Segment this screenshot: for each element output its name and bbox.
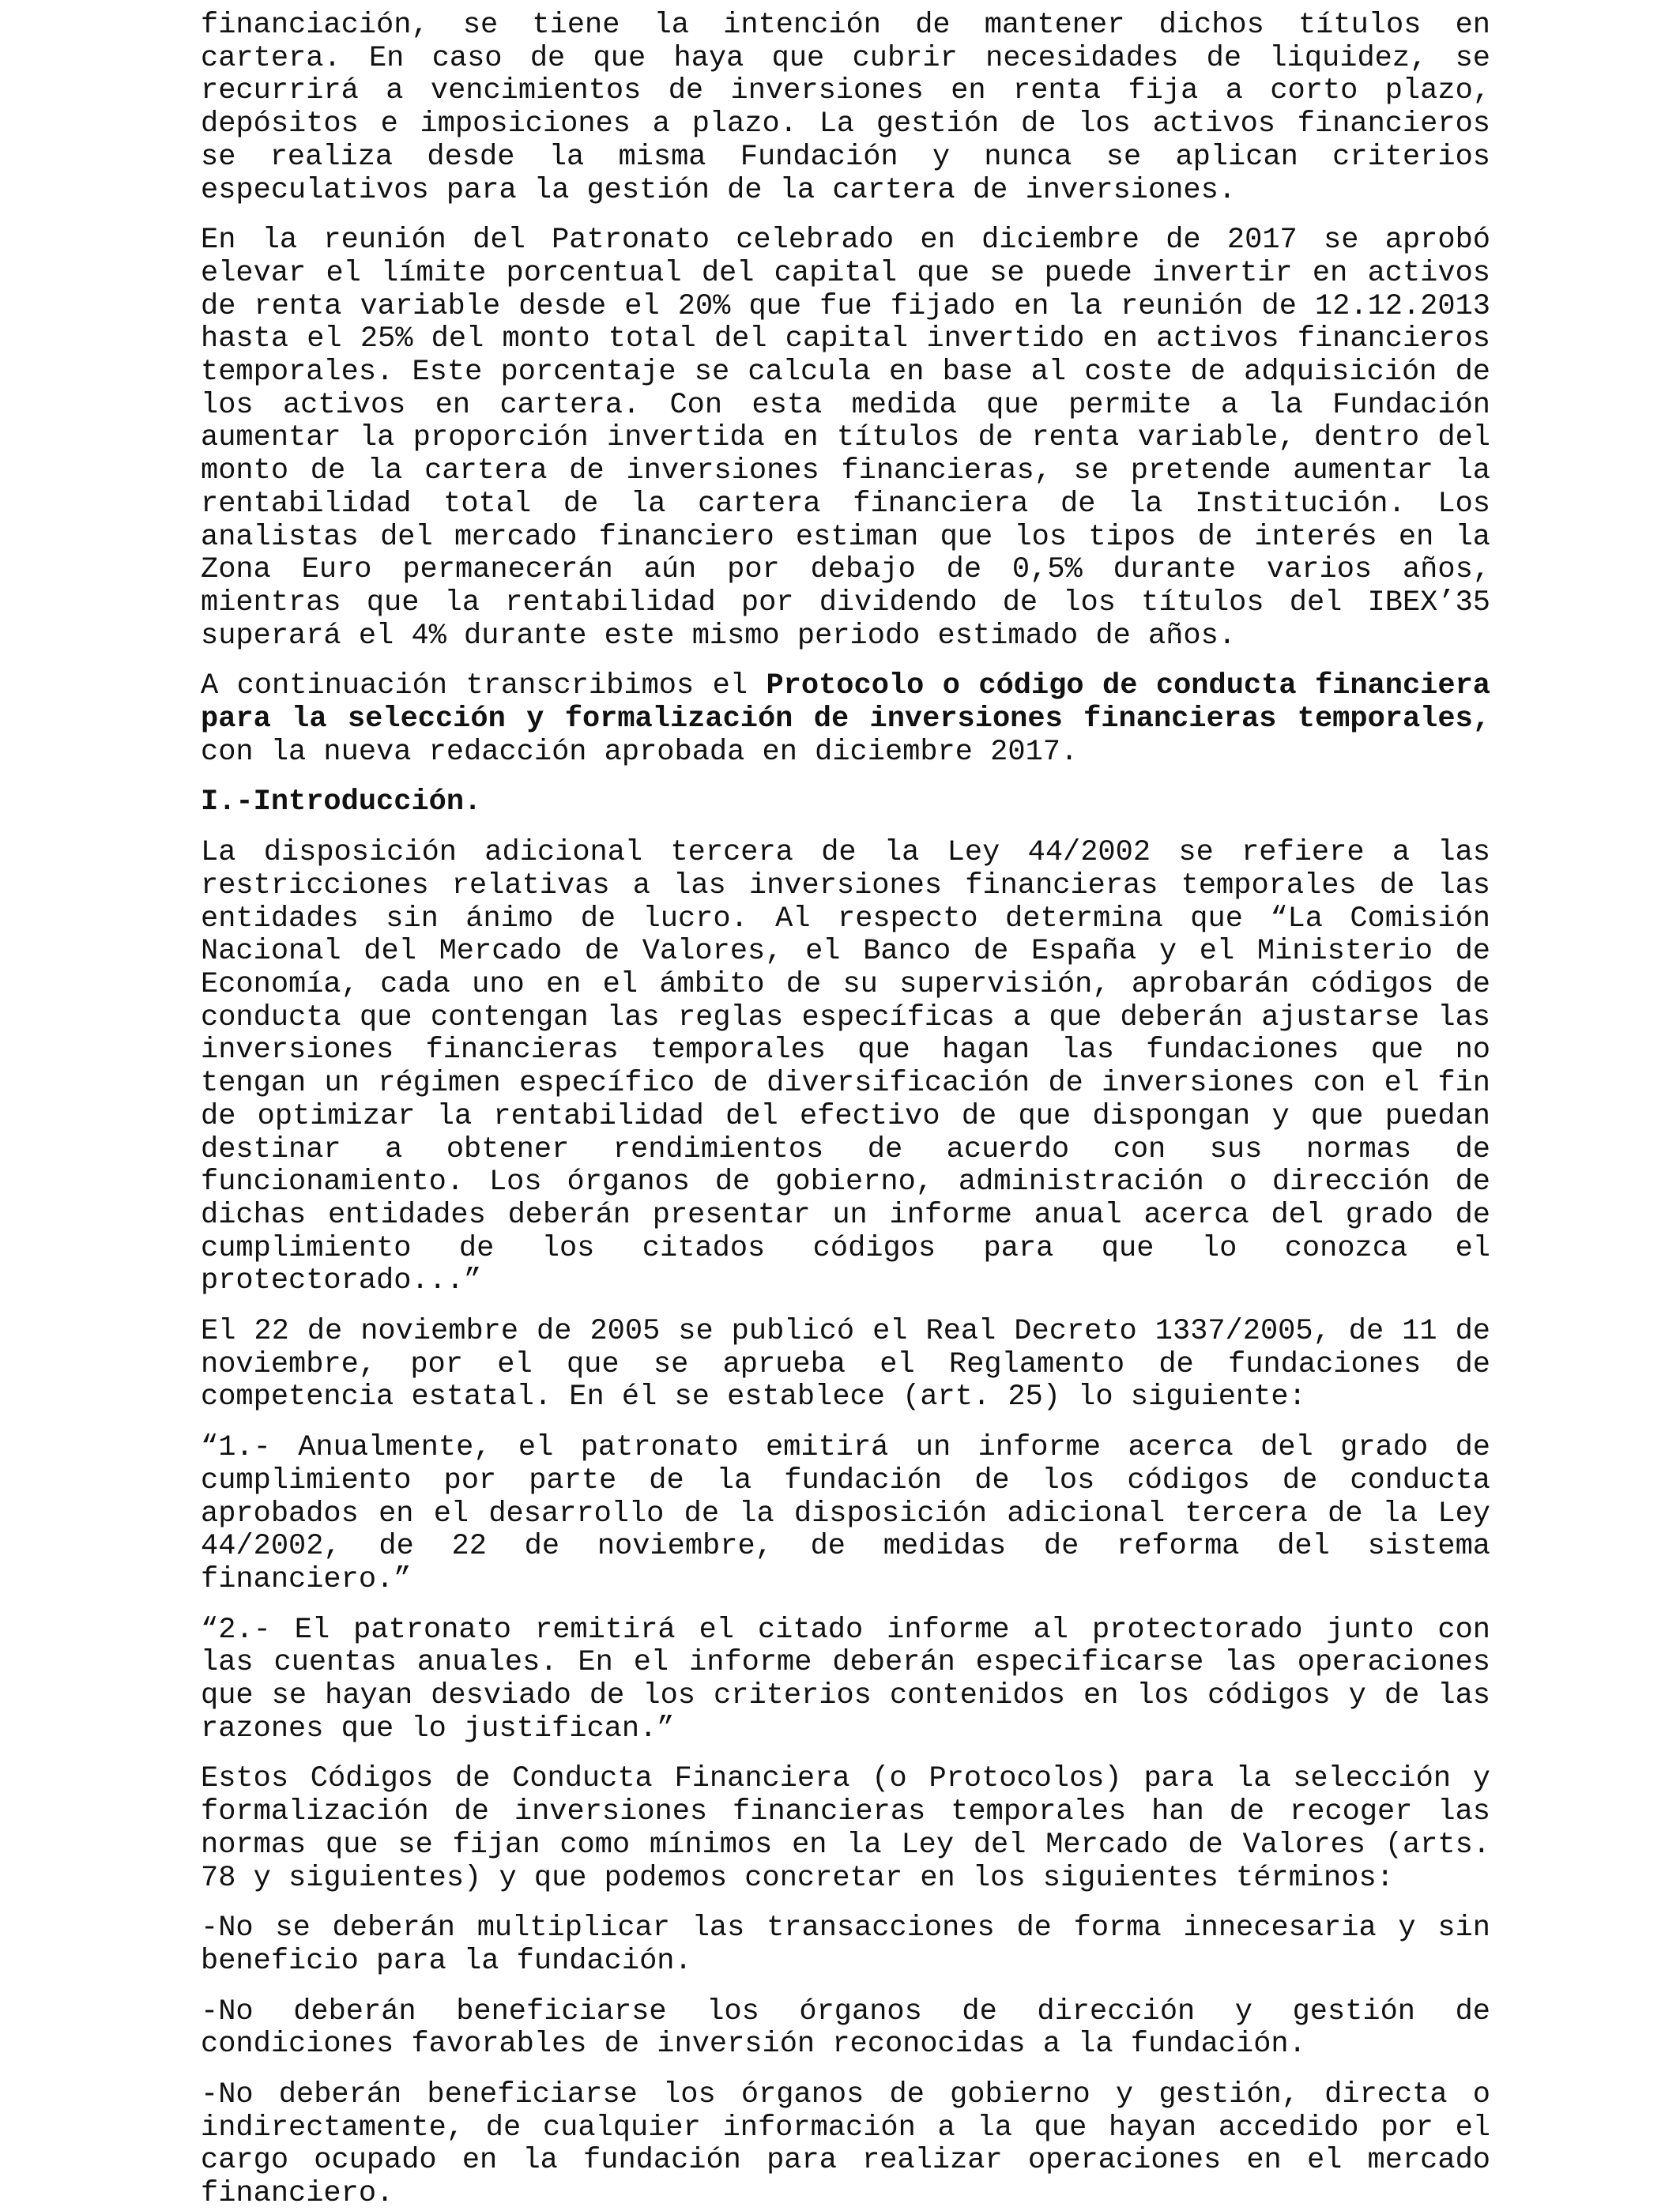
paragraph-ley-44-2002: La disposición adicional tercera de la Ley 44/2002 se refiere a las restricciones relativas a las inversiones financieras temporales de las entidades sin ánimo de lucro. Al respecto determina que “La Comisión Nacional del Mercado de Valores, el Banco de España y el Ministerio de Economía, cada uno en el ámbito de su supervisión, aprobarán códigos de conducta que contengan las reglas específicas a que deberán ajustarse las inversiones financieras temporales que hagan las fundaciones que no tengan un régimen específico de diversificación de inversiones con el fin de optimizar la rentabilidad del efectivo de que dispongan y que puedan destinar a obtener rendimientos de acuerdo con sus normas de funcionamiento. Los órganos de gobierno, administración o dirección de dichas entidades deberán presentar un informe anual acerca del grado de cumplimiento de los citados códigos para que lo conozca el protectorado...” — [201, 836, 1490, 1298]
paragraph-protocol-intro — [201, 670, 1490, 769]
quote-article-1: “1.- Anualmente, el patronato emitirá un informe acerca del grado de cumplimiento por parte de la fundación de los códigos de conducta aprobados en el desarrollo de la disposición adicional tercera de la Ley 44/2002, de 22 de noviembre, de medidas de reforma del sistema financiero.” — [201, 1431, 1490, 1596]
protocol-intro-suffix: con la nueva redacción aprobada en diciembre 2017. — [201, 735, 1079, 769]
rule-item-favorable-conditions: -No deberán beneficiarse los órganos de dirección y gestión de condiciones favorables de inversión reconocidas a la fundación. — [201, 1994, 1490, 2062]
rule-item-transactions: -No se deberán multiplicar las transacciones de forma innecesaria y sin beneficio para la fundación. — [201, 1912, 1490, 1978]
paragraph-codes-of-conduct: Estos Códigos de Conducta Financiera (o Protocolos) para la selección y formalización de inversiones financieras temporales han de recoger las normas que se fijan como mínimos en la Ley del Mercado de Valores (arts. 78 y siguientes) y que podemos concretar en los siguientes términos: — [201, 1762, 1490, 1895]
protocol-intro-text: A continuación transcribimos el — [201, 669, 767, 703]
paragraph-real-decreto: El 22 de noviembre de 2005 se publicó el Real Decreto 1337/2005, de 11 de noviembre, por el que se aprueba el Reglamento de fundaciones de competencia estatal. En él se establece (art. 25) lo siguiente: — [201, 1315, 1490, 1414]
protocol-title: Protocolo o código de conducta financiera para la selección y formalización de inversiones financieras temporales, — [201, 669, 1490, 736]
quote-article-2: “2.- El patronato remitirá el citado informe al protectorado junto con las cuentas anuales. En el informe deberán especificarse las operaciones que se hayan desviado de los criterios contenidos en los códigos y de las razones que lo justifican.” — [201, 1613, 1490, 1746]
rule-item-information: -No deberán beneficiarse los órganos de gobierno y gestión, directa o indirectamente, de cualquier información a la que hayan accedido por el cargo ocupado en la fundación para realizar operaciones en el mercado financiero. — [201, 2078, 1490, 2211]
section-heading-introduction: I.-Introducción. — [201, 785, 482, 819]
paragraph-financing: financiación, se tiene la intención de mantener dichos títulos en cartera. En caso de que haya que cubrir necesidades de liquidez, se recurrirá a vencimientos de inversiones en renta fija a corto plazo, depósitos e imposiciones a plazo. La gestión de los activos financieros se realiza desde la misma Fundación y nunca se aplican criterios especulativos para la gestión de la cartera de inversiones. — [201, 9, 1490, 207]
document-page — [201, 9, 1490, 2211]
paragraph-patronato-meeting: En la reunión del Patronato celebrado en diciembre de 2017 se aprobó elevar el límite porcentual del capital que se puede invertir en activos de renta variable desde el 20% que fue fijado en la reunión de 12.12.2013 hasta el 25% del monto total del capital invertido en activos financieros temporales. Este porcentaje se calcula en base al coste de adquisición de los activos en cartera. Con esta medida que permite a la Fundación aumentar la proporción invertida en títulos de renta variable, dentro del monto de la cartera de inversiones financieras, se pretende aumentar la rentabilidad total de la cartera financiera de la Institución. Los analistas del mercado financiero estiman que los tipos de interés en la Zona Euro permanecerán aún por debajo de 0,5% durante varios años, mientras que la rentabilidad por dividendo de los títulos del IBEX’35 superará el 4% durante este mismo periodo estimado de años. — [201, 224, 1490, 653]
